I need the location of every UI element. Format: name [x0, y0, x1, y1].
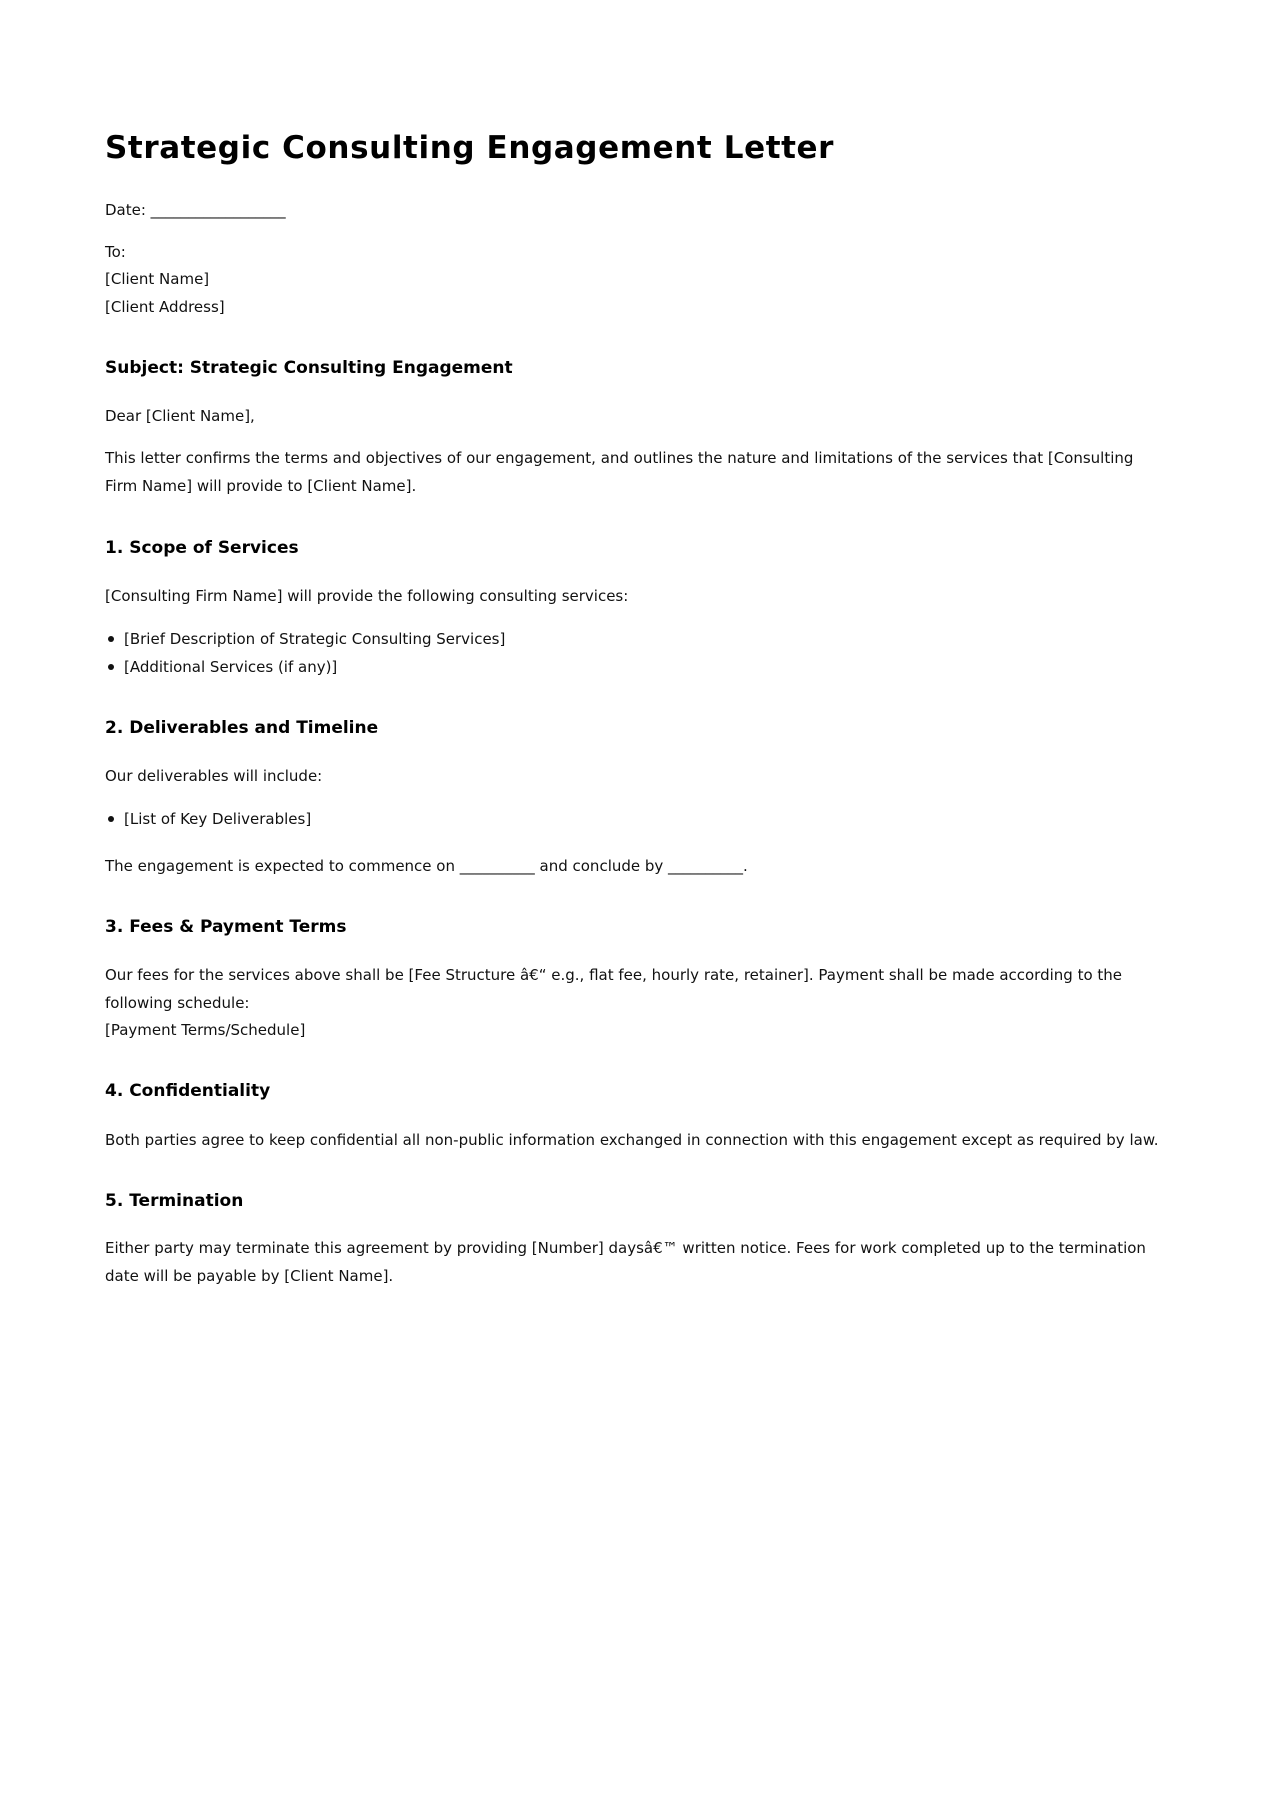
- section-lead-scope: [Consulting Firm Name] will provide the following consulting services:: [105, 587, 629, 605]
- client-name: [Client Name]: [105, 270, 210, 288]
- section-heading-fees: 3. Fees & Payment Terms: [105, 917, 347, 937]
- client-address: [Client Address]: [105, 298, 225, 316]
- list-item: [105, 809, 311, 829]
- list-item-text: [List of Key Deliverables]: [124, 810, 312, 828]
- section-heading-scope: 1. Scope of Services: [105, 538, 299, 558]
- section-heading-confidentiality: 4. Confidentiality: [105, 1081, 271, 1101]
- date-line: Date: __________________: [105, 201, 286, 219]
- section-heading-termination: 5. Termination: [105, 1191, 244, 1211]
- intro-paragraph: This letter confirms the terms and objectives of our engagement, and outlines the nature and limitations of the services that [Consulting Firm Name] will provide to [Client Name].: [105, 449, 1134, 495]
- to-label: To:: [105, 243, 126, 261]
- bullet-icon: [108, 636, 114, 642]
- section-lead-deliverables: Our deliverables will include:: [105, 767, 323, 785]
- document-title: Strategic Consulting Engagement Letter: [105, 130, 835, 166]
- subject-line: Subject: Strategic Consulting Engagement: [105, 358, 513, 378]
- confidentiality-paragraph: Both parties agree to keep confidential all non-public information exchanged in connection with this engagement except as required by law.: [105, 1131, 1159, 1149]
- list-item: [105, 657, 337, 677]
- payment-schedule: [Payment Terms/Schedule]: [105, 1021, 306, 1039]
- bullet-icon: [108, 664, 114, 670]
- list-item: [105, 629, 505, 649]
- list-item-text: [Additional Services (if any)]: [124, 658, 338, 676]
- bullet-icon: [108, 816, 114, 822]
- list-item-text: [Brief Description of Strategic Consulting Services]: [124, 630, 506, 648]
- timeline-line: The engagement is expected to commence on __________ and conclude by __________.: [105, 857, 748, 875]
- section-heading-deliverables: 2. Deliverables and Timeline: [105, 718, 379, 738]
- termination-paragraph: Either party may terminate this agreement by providing [Number] daysâ€™ written notice. Fees for work completed up to the termination date will be payable by [Client Name].: [105, 1239, 1146, 1285]
- fees-paragraph: Our fees for the services above shall be [Fee Structure â€“ e.g., flat fee, hourly rate, retainer]. Payment shall be made according to the following schedule:: [105, 966, 1123, 1012]
- salutation: Dear [Client Name],: [105, 407, 255, 425]
